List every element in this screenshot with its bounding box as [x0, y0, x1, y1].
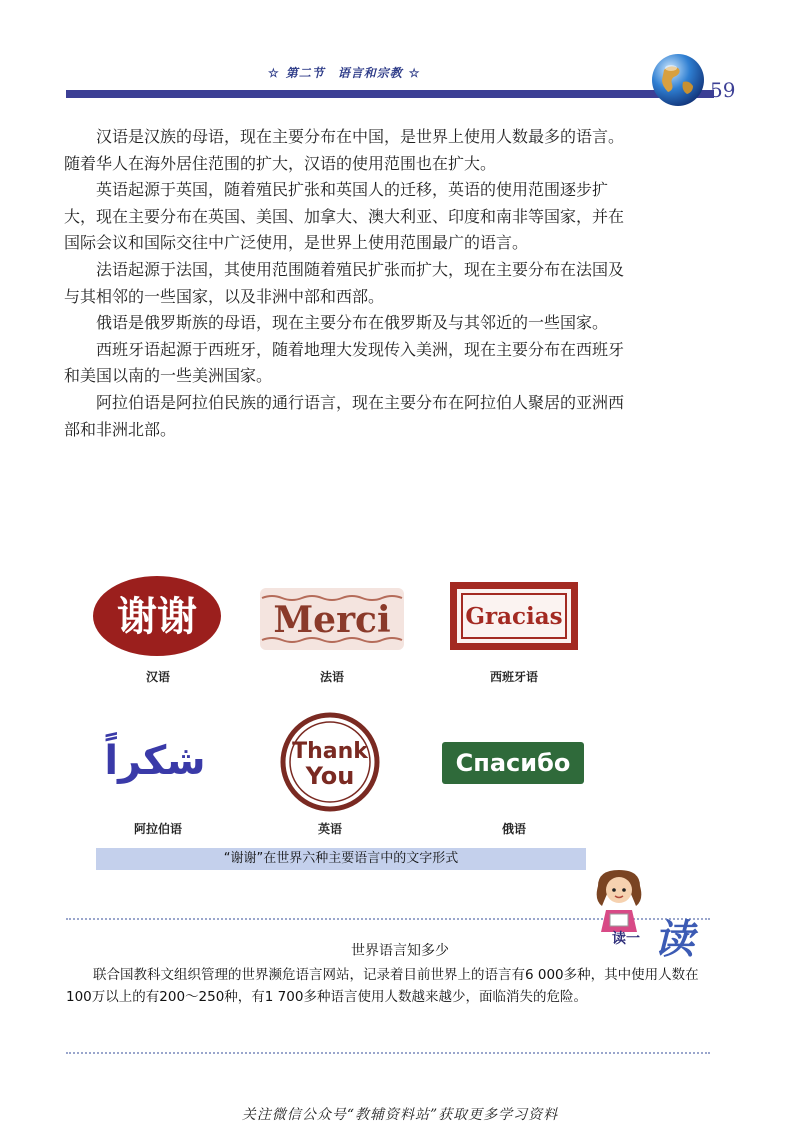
paragraph-arabic: 阿拉伯语是阿拉伯民族的通行语言，现在主要分布在阿拉伯人聚居的亚洲西部和非洲北部。 [64, 392, 625, 439]
stamp-russian-text: Спасибо [455, 749, 571, 777]
stamp-russian-image [440, 740, 586, 786]
paragraph-french: 法语起源于法国，其使用范围随着殖民扩张而扩大，现在主要分布在法国及与其相邻的一些国家，以及非洲中部和西部。 [64, 259, 625, 306]
reading-box-paragraph: 联合国教科文组织管理的世界濒危语言网站，记录着目前世界上的语言有6 000多种，其中使用人数在100万以上的有200～250种，有1 700多种语言使用人数越来越少，面临消失的危险。 [66, 967, 699, 1005]
reading-box-title: 世界语言知多少 [351, 943, 449, 959]
header-rule [66, 90, 714, 98]
caption-english: 英语 [317, 822, 342, 836]
caption-french: 法语 [319, 670, 344, 684]
globe-icon [650, 52, 706, 108]
caption-russian: 俄语 [501, 822, 526, 836]
footer-note: 关注微信公众号“教辅资料站”获取更多学习资料 [241, 1107, 559, 1123]
reading-box-bottom-rule [66, 1052, 710, 1054]
stamp-chinese-text: 谢谢 [117, 593, 197, 640]
reading-label-big: 读 [654, 916, 694, 963]
stamp-french-text: Merci [273, 599, 391, 641]
section-title: 第二节 语言和宗教 [285, 66, 403, 80]
reading-label-small: 读一 [612, 931, 640, 947]
stamp-french-image [258, 586, 406, 652]
body-text [64, 124, 634, 443]
stamp-chinese-image [90, 574, 224, 658]
stamp-spanish-text: Gracias [465, 603, 563, 630]
stamp-spanish-image [448, 580, 580, 652]
caption-arabic: 阿拉伯语 [133, 822, 182, 836]
stamp-arabic-text: شكراً [104, 738, 206, 784]
paragraph-spanish: 西班牙语起源于西班牙，随着地理大发现传入美洲，现在主要分布在西班牙和美国以南的一些美洲国家。 [64, 339, 625, 386]
paragraph-english: 英语起源于英国，随着殖民扩张和英国人的迁移，英语的使用范围逐步扩大，现在主要分布在英国、美国、加拿大、澳大利亚、印度和南非等国家，并在国际会议和国际交往中广泛使用，是世界上使用范围最广的语言。 [64, 180, 625, 253]
caption-chinese: 汉语 [145, 670, 170, 684]
reading-girl-icon [590, 866, 648, 936]
stamp-arabic-image [100, 728, 210, 792]
stamp-english-image [280, 712, 380, 812]
star-icon: ☆ [408, 66, 421, 80]
reading-box-text [66, 964, 710, 1008]
stamp-english-line1: Thank [292, 739, 368, 764]
caption-spanish: 西班牙语 [489, 670, 538, 684]
page-number: 59 [710, 78, 736, 102]
figure-caption: “谢谢”在世界六种主要语言中的文字形式 [96, 848, 586, 870]
paragraph-chinese: 汉语是汉族的母语，现在主要分布在中国，是世界上使用人数最多的语言。随着华人在海外居住范围的扩大，汉语的使用范围也在扩大。 [64, 127, 625, 173]
star-icon: ☆ [268, 66, 280, 80]
stamp-english-line2: You [305, 762, 355, 790]
paragraph-russian: 俄语是俄罗斯族的母语，现在主要分布在俄罗斯及与其邻近的一些国家。 [96, 313, 609, 333]
running-header [262, 64, 462, 81]
